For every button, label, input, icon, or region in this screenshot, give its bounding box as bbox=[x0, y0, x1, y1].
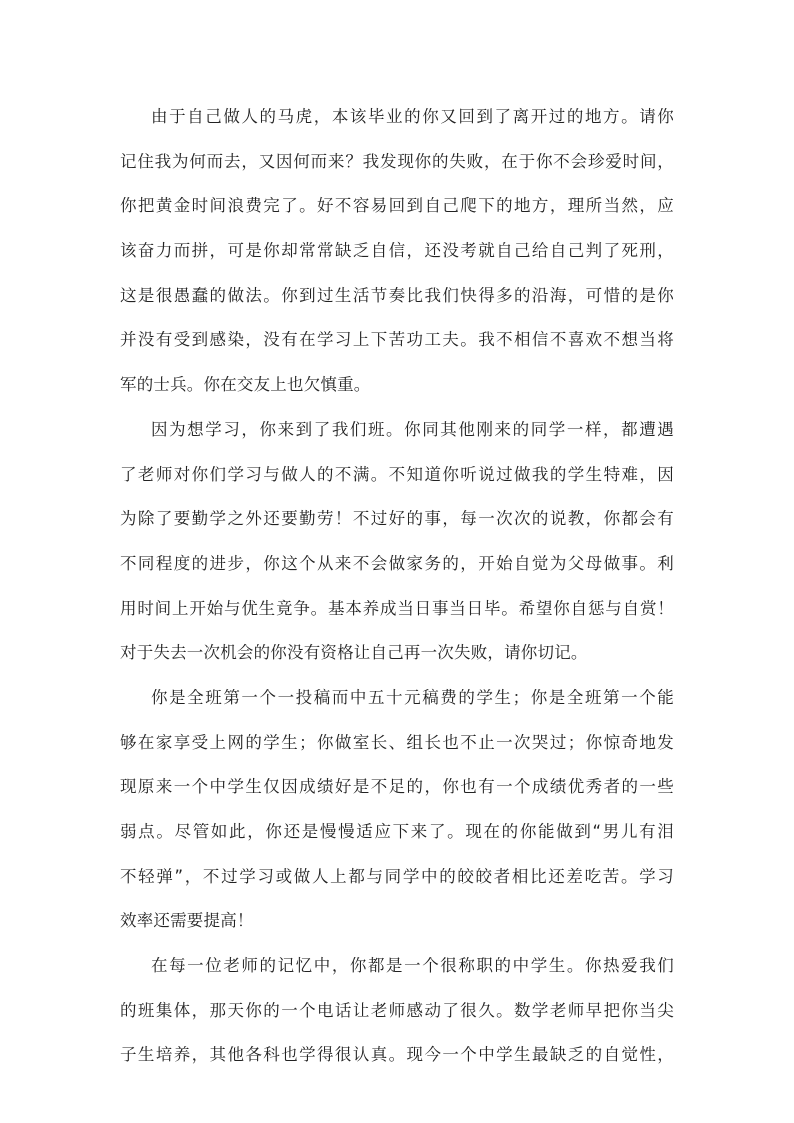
paragraph-line: 不轻弹”，不过学习或做人上都与同学中的皎皎者相比还差吃苦。学习 bbox=[120, 866, 674, 886]
paragraph-line: 你是全班第一个一投稿而中五十元稿费的学生；你是全班第一个能 bbox=[151, 687, 674, 707]
paragraph-line: 子生培养，其他各科也学得很认真。现今一个中学生最缺乏的自觉性， bbox=[120, 1045, 674, 1065]
paragraph-line: 的班集体，那天你的一个电话让老师感动了很久。数学老师早把你当尖 bbox=[120, 1000, 674, 1020]
paragraph-line: 不同程度的进步，你这个从来不会做家务的，开始自觉为父母做事。利 bbox=[120, 553, 674, 573]
paragraph-line: 弱点。尽管如此，你还是慢慢适应下来了。现在的你能做到“男儿有泪 bbox=[120, 822, 674, 841]
paragraph-4 bbox=[120, 944, 674, 1078]
paragraph-line: 效率还需要提高！ bbox=[120, 911, 254, 931]
paragraph-line: 你把黄金时间浪费完了。好不容易回到自己爬下的地方，理所当然，应 bbox=[120, 196, 674, 216]
paragraph-line: 这是很愚蠢的做法。你到过生活节奏比我们快得多的沿海，可惜的是你 bbox=[120, 285, 674, 305]
paragraph-2 bbox=[120, 408, 674, 676]
paragraph-line: 对于失去一次机会的你没有资格让自己再一次失败，请你切记。 bbox=[120, 643, 588, 663]
paragraph-line: 够在家享受上网的学生；你做室长、组长也不止一次哭过；你惊奇地发 bbox=[120, 732, 674, 752]
paragraph-line: 在每一位老师的记忆中，你都是一个很称职的中学生。你热爱我们 bbox=[151, 956, 674, 976]
paragraph-line: 该奋力而拼，可是你却常常缺乏自信，还没考就自己给自己判了死刑， bbox=[120, 241, 674, 261]
paragraph-line: 用时间上开始与优生竟争。基本养成当日事当日毕。希望你自惩与自赏！ bbox=[120, 598, 674, 618]
document-page bbox=[120, 95, 674, 1078]
paragraph-line: 了老师对你们学习与做人的不满。不知道你听说过做我的学生特难，因 bbox=[120, 464, 674, 484]
paragraph-1 bbox=[120, 95, 674, 408]
paragraph-line: 因为想学习，你来到了我们班。你同其他刚来的同学一样，都遭遇 bbox=[151, 419, 674, 439]
paragraph-line: 并没有受到感染，没有在学习上下苦功工夫。我不相信不喜欢不想当将 bbox=[120, 330, 674, 350]
paragraph-3 bbox=[120, 676, 674, 944]
paragraph-line: 记住我为何而去，又因何而来？我发现你的失败，在于你不会珍爱时间， bbox=[120, 151, 674, 171]
paragraph-line: 由于自己做人的马虎，本该毕业的你又回到了离开过的地方。请你 bbox=[151, 107, 674, 126]
paragraph-line: 现原来一个中学生仅因成绩好是不足的，你也有一个成绩优秀者的一些 bbox=[120, 777, 674, 797]
paragraph-line: 为除了要勤学之外还要勤劳！不过好的事，每一次次的说教，你都会有 bbox=[120, 509, 674, 529]
paragraph-line: 军的士兵。你在交友上也欠慎重。 bbox=[120, 375, 371, 395]
